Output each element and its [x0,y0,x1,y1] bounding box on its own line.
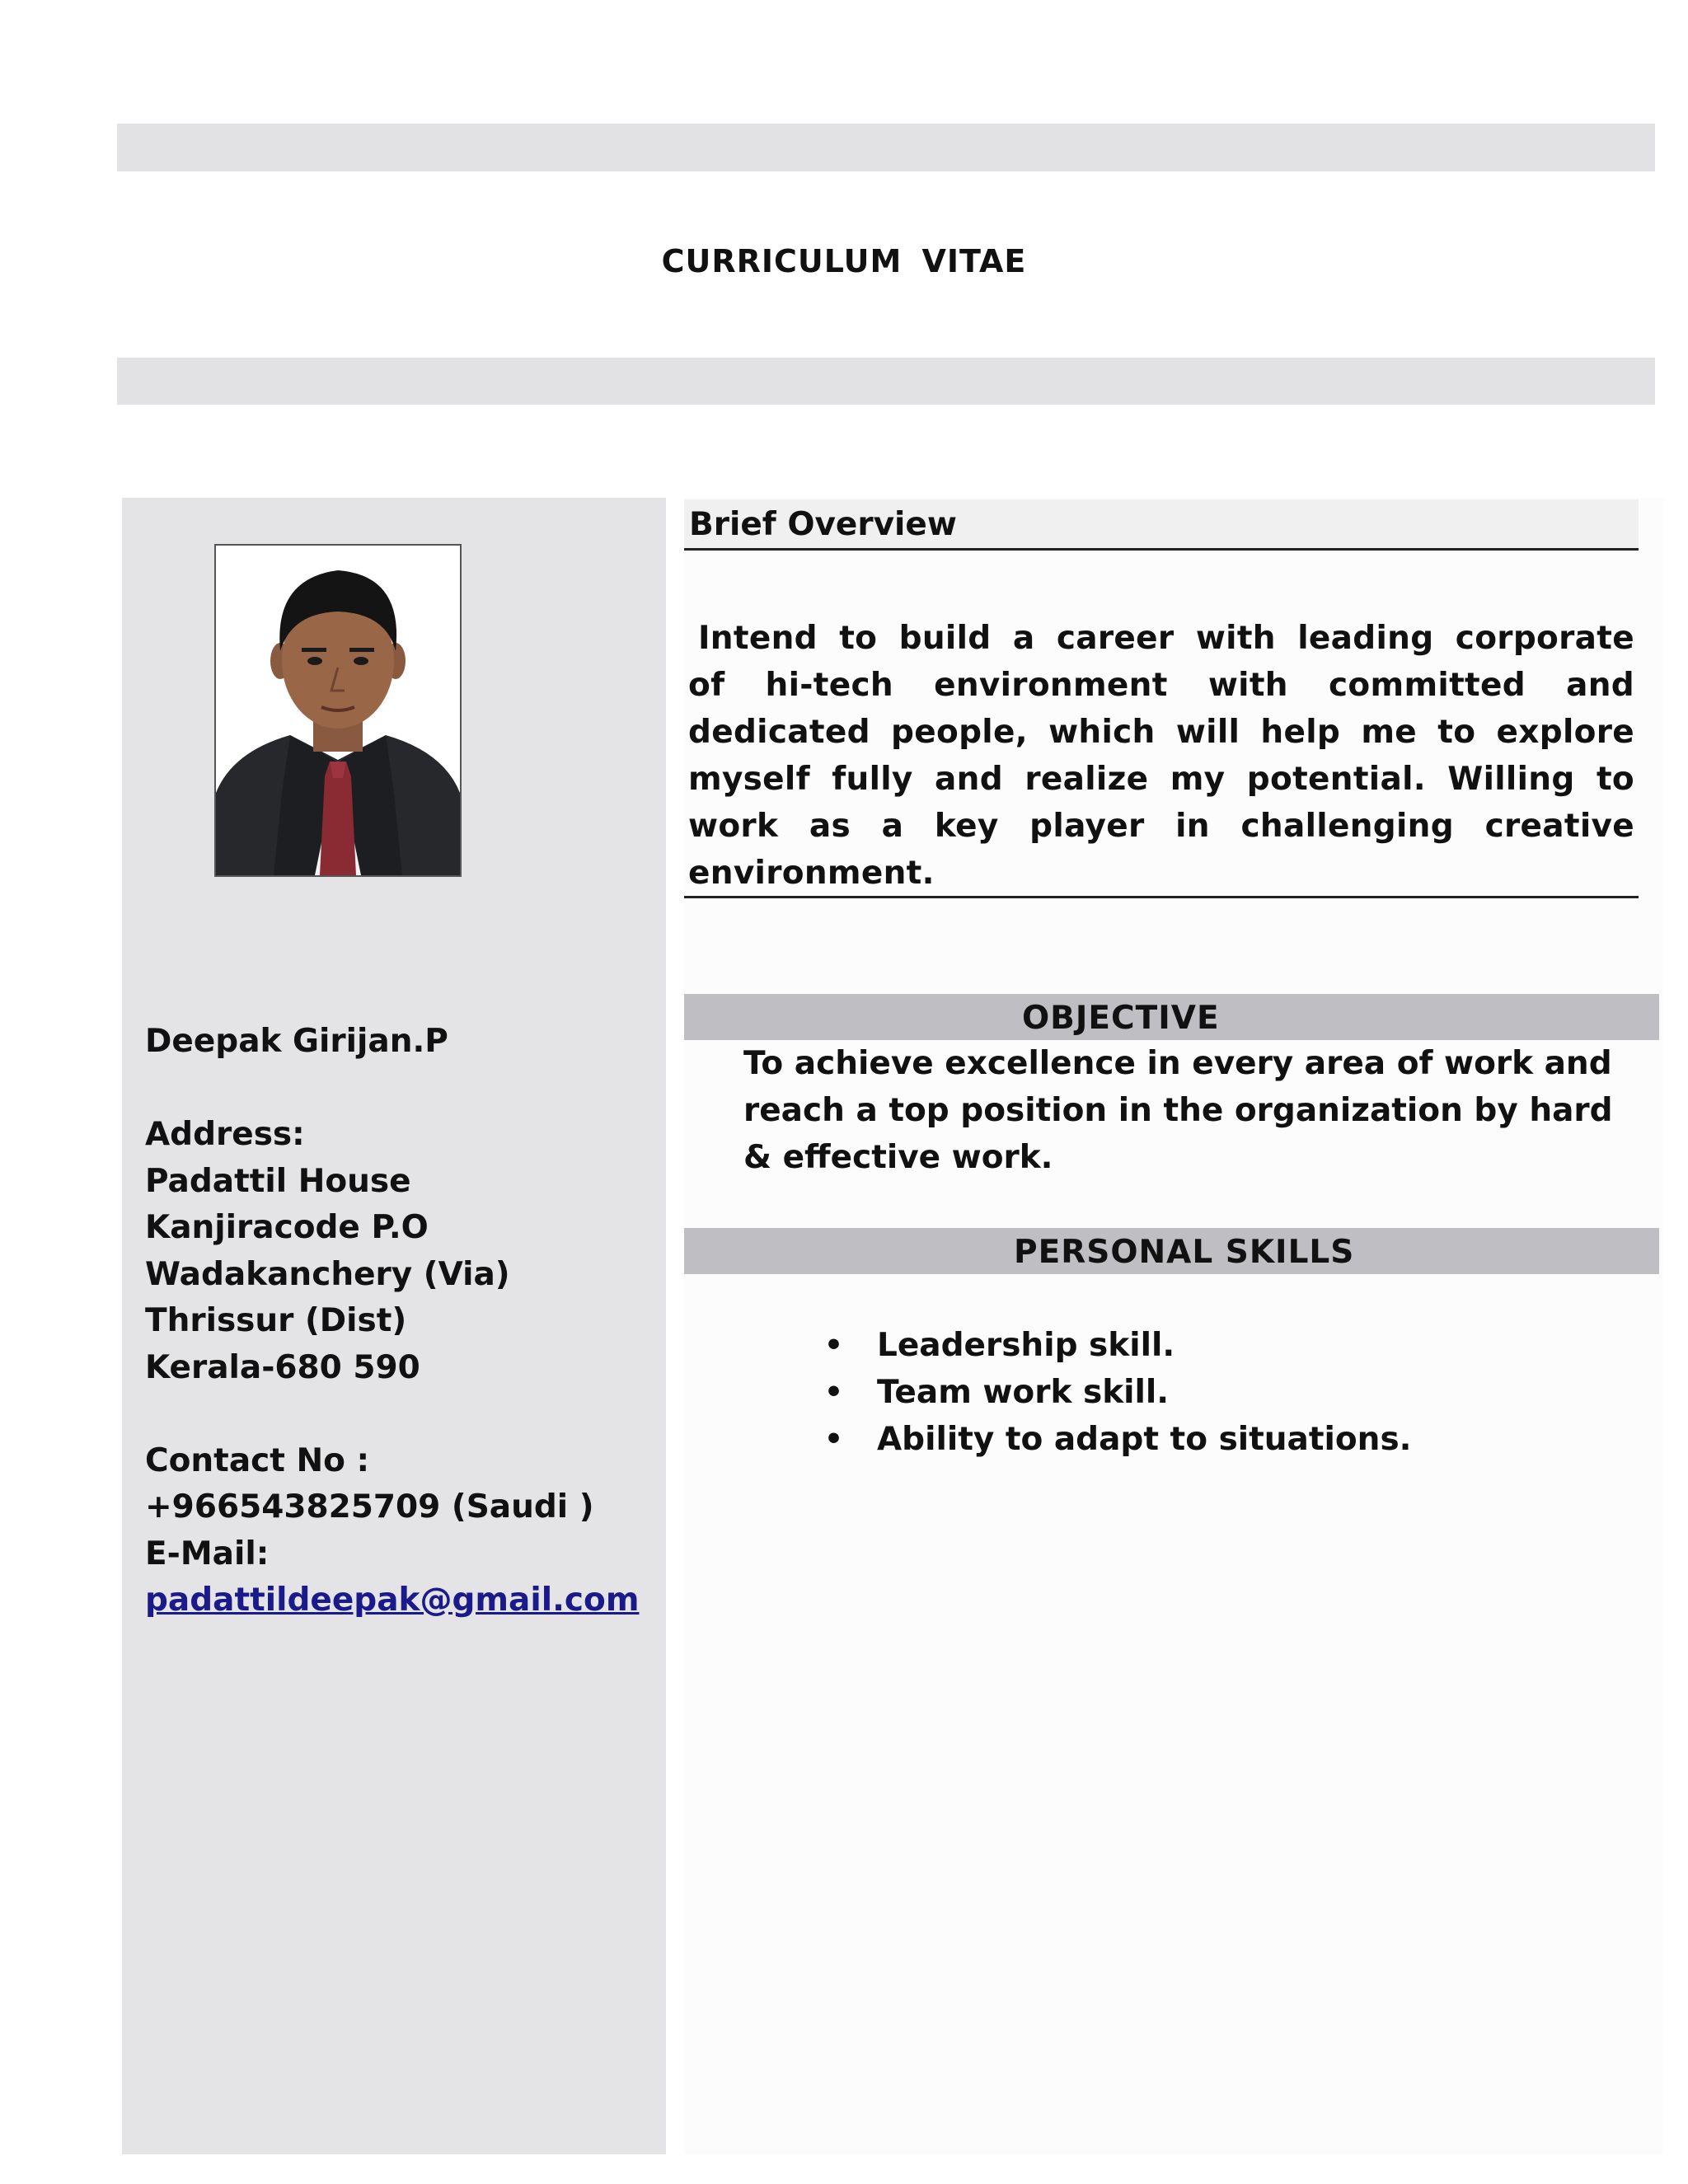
profile-photo [214,544,462,877]
objective-header [684,994,1659,1040]
contact-details [145,1019,656,1624]
list-item: • Ability to adapt to situations. [824,1416,1411,1463]
skills-list [824,1322,1411,1463]
skills-heading: PERSONAL SKILLS [1014,1234,1355,1271]
overview-divider [684,896,1639,898]
list-item: • Leadership skill. [824,1322,1411,1369]
header-band-bottom [117,358,1655,405]
overview-header [684,499,1639,551]
header-band-top [117,124,1655,171]
address-line: Wadakanchery (Via) [145,1255,510,1293]
contact-label: Contact No : [145,1441,370,1479]
skills-header [684,1228,1659,1274]
address-label: Address: [145,1116,305,1153]
email-label: E-Mail: [145,1535,270,1572]
address-line: Kanjiracode P.O [145,1209,429,1246]
address-line: Thrissur (Dist) [145,1302,407,1339]
objective-heading: OBJECTIVE [1022,1000,1220,1037]
address-line: Kerala-680 590 [145,1348,420,1386]
document-title: CURRICULUM VITAE [661,243,1027,279]
address-line: Padattil House [145,1162,411,1200]
objective-text: To achieve excellence in every area of work and reach a top position in the organization by hard & effective work. [743,1045,1613,1176]
candidate-name: Deepak Girijan.P [145,1023,448,1060]
overview-heading: Brief Overview [689,506,957,543]
overview-text: Intend to build a career with leading corporate of hi-tech environment with committed and dedicated people, which will help me to explore myself fully and realize my potential. Willing to work as a key player in challenging creative environment. [688,620,1634,892]
email-link[interactable]: padattildeepak@gmail.com [145,1582,640,1619]
contact-number: +966543825709 (Saudi ) [145,1488,594,1526]
list-item: • Team work skill. [824,1369,1411,1416]
